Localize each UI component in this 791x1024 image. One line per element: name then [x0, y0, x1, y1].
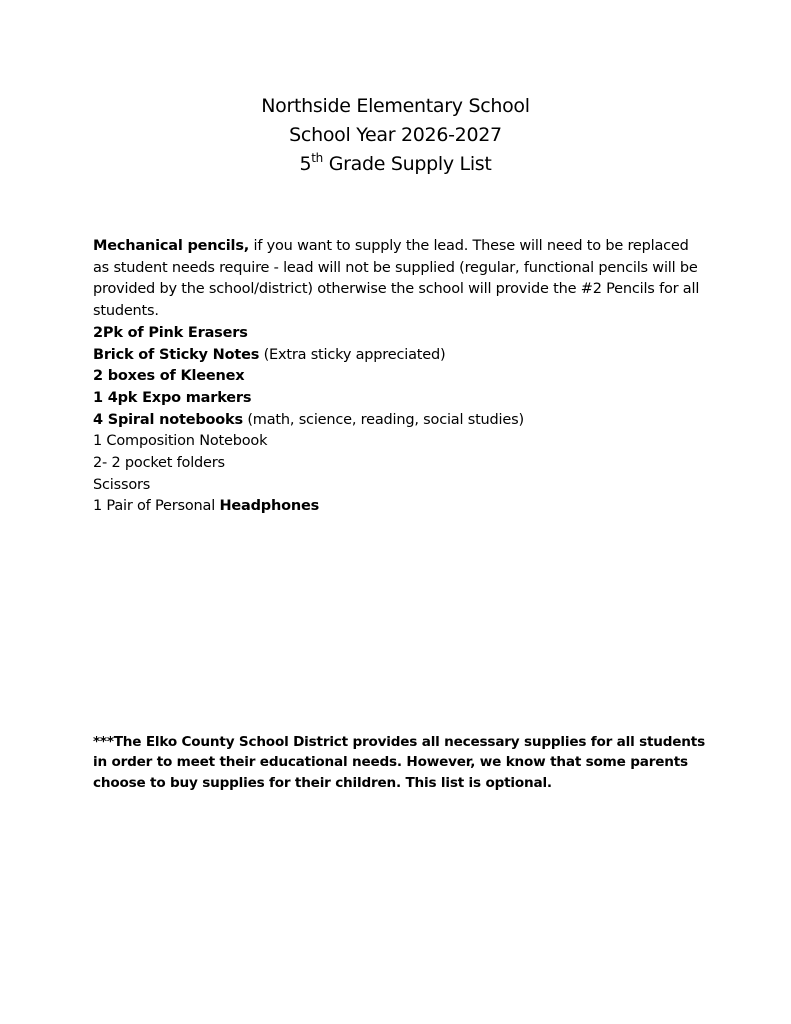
- supply-item-bold: 4 Spiral notebooks: [93, 411, 243, 428]
- district-note: ***The Elko County School District provides all necessary supplies for all students in order to meet their educational needs. However, we know that some parents choose to buy supplies for their children. This list is optional.: [93, 734, 705, 791]
- supply-item: [93, 475, 705, 497]
- supply-item-text: Scissors: [93, 476, 151, 493]
- supply-item-text: (Extra sticky appreciated): [259, 346, 446, 363]
- supply-item-bold: Mechanical pencils,: [93, 238, 250, 254]
- supply-item: [93, 410, 705, 432]
- supply-item-text: 2- 2 pocket folders: [93, 455, 225, 472]
- supply-item: [93, 366, 705, 388]
- supply-item: [93, 323, 705, 345]
- supply-item-text: 1 Pair of Personal: [93, 498, 220, 515]
- grade-title-suffix: Grade Supply List: [322, 153, 492, 175]
- supply-item: [93, 345, 705, 367]
- supply-item-bold: 2Pk of Pink Erasers: [93, 324, 248, 341]
- grade-superscript: th: [311, 150, 323, 165]
- school-name: Northside Elementary School: [261, 95, 530, 117]
- grade-number: 5: [299, 153, 312, 175]
- supply-item-bold: 2 boxes of Kleenex: [93, 368, 245, 385]
- supply-item: [93, 236, 705, 323]
- supply-item-bold: Brick of Sticky Notes: [93, 346, 260, 363]
- supply-item: [93, 453, 705, 475]
- document-header: [0, 92, 791, 179]
- supply-item-bold: Headphones: [219, 498, 320, 515]
- supply-list: [93, 236, 705, 518]
- supply-item-text: if you want to supply the lead. These will need to be replaced as student needs require - lead will not be supplied (regular, functional pencils will be provided by the school/district) otherwise the school will provide the #2 Pencils for all students.: [93, 238, 700, 320]
- supply-item-bold: 1 4pk Expo markers: [93, 389, 252, 406]
- supply-item: [93, 496, 705, 518]
- supply-item: [93, 388, 705, 410]
- supply-item-text: (math, science, reading, social studies): [242, 411, 524, 428]
- grade-supply-list-title: [0, 150, 791, 179]
- school-year: School Year 2026-2027: [289, 124, 502, 146]
- supply-item-text: 1 Composition Notebook: [93, 433, 268, 450]
- supply-item: [93, 431, 705, 453]
